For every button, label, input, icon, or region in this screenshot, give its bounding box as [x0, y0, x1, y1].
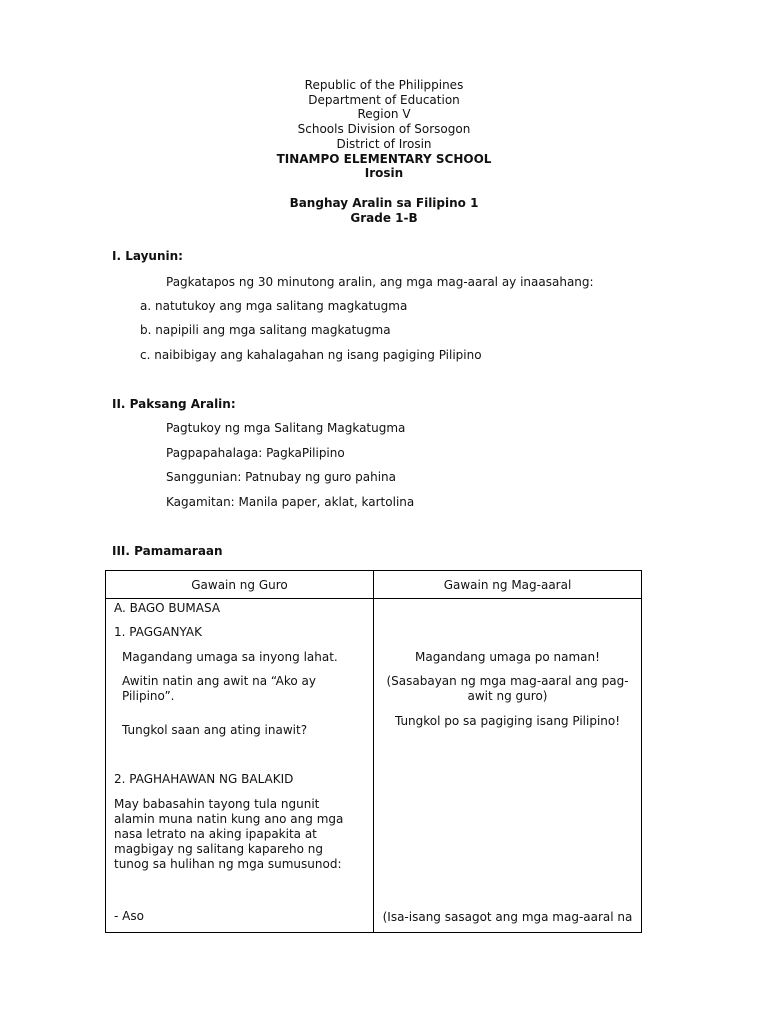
- header-district: District of Irosin: [336, 136, 432, 151]
- table-header-row: [106, 571, 642, 599]
- step-pagganyak: 1. PAGGANYAK: [114, 625, 202, 639]
- header-department: Department of Education: [308, 92, 460, 107]
- section-bago-bumasa: A. BAGO BUMASA: [114, 601, 221, 615]
- document-header: [0, 78, 768, 225]
- student-song-reply: (Sasabayan ng mga mag-aaral ang pag-awit ng guro): [386, 674, 629, 703]
- header-region: Region V: [357, 107, 411, 122]
- guro-cell: [106, 599, 374, 933]
- student-answer: Tungkol po sa pagiging isang Pilipino!: [394, 714, 621, 728]
- plan-title: Banghay Aralin sa Filipino 1: [289, 195, 479, 210]
- teacher-greeting: Magandang umaga sa inyong lahat.: [122, 650, 338, 664]
- teacher-question: Tungkol saan ang ating inawit?: [122, 723, 308, 737]
- paksang-aralin-kagamitan: Kagamitan: Manila paper, aklat, kartolina: [166, 495, 415, 509]
- header-division: Schools Division of Sorsogon: [297, 122, 471, 137]
- paksang-aralin-pagpapahalaga: Pagpapahalaga: PagkaPilipino: [166, 446, 345, 460]
- paksang-aralin-heading: II. Paksang Aralin:: [112, 397, 236, 411]
- layunin-intro: Pagkatapos ng 30 minutong aralin, ang mga mag-aaral ay inaasahang:: [166, 275, 594, 289]
- layunin-item-b: b. napipili ang mga salitang magkatugma: [140, 323, 391, 337]
- header-town: Irosin: [364, 166, 404, 181]
- pamamaraan-heading: III. Pamamaraan: [112, 544, 223, 558]
- item-aso: - Aso: [114, 909, 144, 923]
- paksang-aralin-topic: Pagtukoy ng mga Salitang Magkatugma: [166, 421, 406, 435]
- table-row: [106, 599, 642, 933]
- layunin-item-a: a. natutukoy ang mga salitang magkatugma: [140, 299, 408, 313]
- layunin-heading: I. Layunin:: [112, 249, 183, 263]
- student-isaisang: (Isa-isang sasagot ang mga mag-aaral na: [382, 910, 633, 924]
- teacher-song: Awitin natin ang awit na “Ako ay Pilipino”.: [122, 674, 316, 703]
- plan-grade: Grade 1-B: [350, 210, 418, 225]
- column-header-guro: Gawain ng Guro: [106, 571, 374, 599]
- column-header-magaaral: Gawain ng Mag-aaral: [374, 571, 642, 599]
- header-republic: Republic of the Philippines: [304, 78, 464, 92]
- magaaral-cell: [374, 599, 642, 933]
- pamamaraan-table: [105, 570, 642, 933]
- layunin-item-c: c. naibibigay ang kahalagahan ng isang pagiging Pilipino: [140, 348, 482, 362]
- teacher-instruction: May babasahin tayong tula ngunit alamin muna natin kung ano ang mga nasa letrato na aking ipapakita at magbigay ng salitang kapareho ng tunog sa hulihan ng mga sumusunod:: [114, 797, 344, 871]
- student-greeting-reply: Magandang umaga po naman!: [415, 650, 600, 664]
- step-paghahawan: 2. PAGHAHAWAN NG BALAKID: [114, 772, 294, 786]
- paksang-aralin-sanggunian: Sanggunian: Patnubay ng guro pahina: [166, 470, 396, 484]
- header-school: TINAMPO ELEMENTARY SCHOOL: [276, 151, 492, 166]
